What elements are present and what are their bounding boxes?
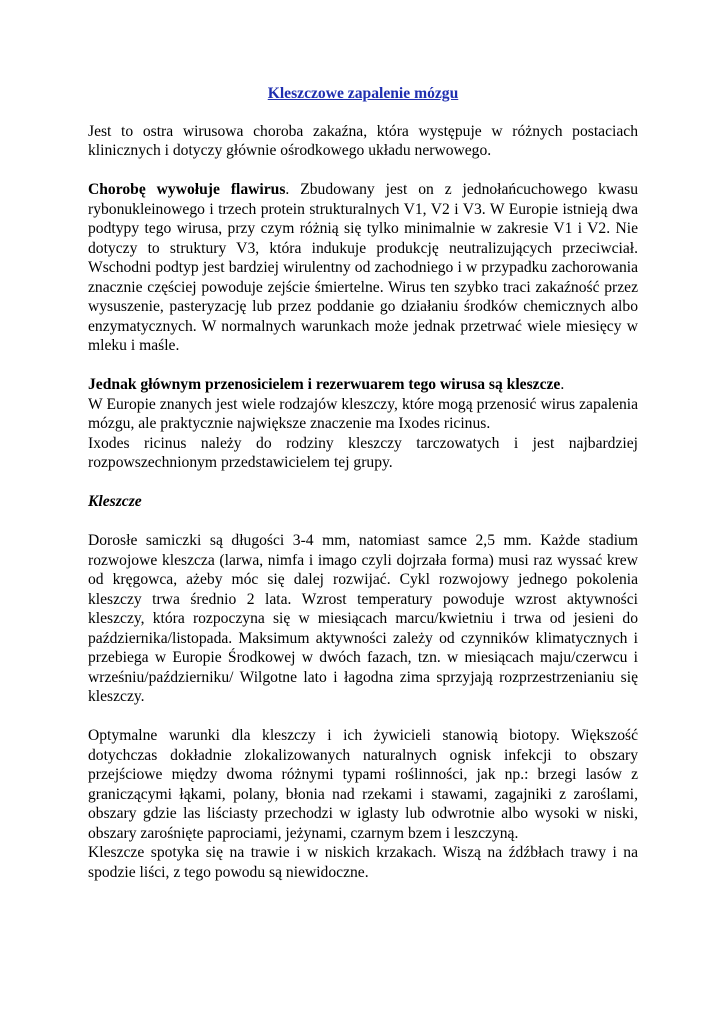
spacer <box>88 356 638 376</box>
carrier-paragraph <box>88 375 638 395</box>
spacer <box>88 161 638 181</box>
spacer <box>88 707 638 727</box>
carrier-period: . <box>560 376 565 393</box>
cause-text: . Zbudowany jest on z jednołańcuchowego kwasu rybonukleinowego i trzech protein strukturalnych V1, V2 i V3. W Europie istnieją dwa podtypy tego wirusa, przy czym różnią się tylko minimalnie w zakresie V1 i V2. Nie dotyczy to struktury V3, która indukuje produkcję neutralizujących przeciwciał. Wschodni podtyp jest bardziej wirulentny od zachodniego i w przypadku zachorowania znacznie częściej powoduje zejście śmiertelne. Wirus ten szybko traci zakaźność przez wysuszenie, pasteryzację lub przez poddanie go działaniu środków chemicznych albo enzymatycznych. W normalnych warunkach może jednak przetrwać wiele miesięcy w mleku i maśle. <box>88 181 638 354</box>
document-page <box>88 84 638 882</box>
ticks-paragraph-1: Dorosłe samiczki są długości 3-4 mm, natomiast samce 2,5 mm. Każde stadium rozwojowe kleszcza (larwa, nimfa i imago czyli dojrzała forma) musi raz wyssać krew od kręgowca, ażeby móc się dalej rozwijać. Cykl rozwojowy jednego pokolenia kleszczy trwa średnio 2 lata. Wzrost temperatury powoduje wzrost aktywności kleszczy, która rozpoczyna się w miesiącach marcu/kwietniu i trwa od jesieni do października/listopada. Maksimum aktywności zależy od czynników klimatycznych i przebiega w Europie Środkowej w dwóch fazach, tzn. w miesiącach maju/czerwcu i wrześniu/październiku/ Wilgotne lato i łagodna zima sprzyjają rozprzestrzenianiu się kleszczy. <box>88 532 638 705</box>
page-title: Kleszczowe zapalenie mózgu <box>267 85 459 102</box>
intro-paragraph: Jest to ostra wirusowa choroba zakaźna, która występuje w różnych postaciach klinicznych i dotyczy głównie ośrodkowego układu nerwowego. <box>88 122 638 159</box>
cause-bold-lead: Chorobę wywołuje flawirus <box>88 181 286 198</box>
cause-paragraph <box>88 180 638 356</box>
spacer <box>88 473 638 493</box>
carrier-line-2: W Europie znanych jest wiele rodzajów kleszczy, które mogą przenosić wirus zapalenia mózgu, ale praktycznie największe znaczenie ma Ixodes ricinus. <box>88 395 638 432</box>
section-heading: Kleszcze <box>88 493 142 510</box>
carrier-line-3: Ixodes ricinus należy do rodziny kleszczy tarczowatych i jest najbardziej rozpowszechnionym przedstawicielem tej grupy. <box>88 434 638 471</box>
carrier-bold-lead: Jednak głównym przenosicielem i rezerwuarem tego wirusa są kleszcze <box>88 376 561 393</box>
spacer <box>88 512 638 532</box>
ticks-paragraph-2: Optymalne warunki dla kleszczy i ich żywicieli stanowią biotopy. Większość dotychczas dokładnie zlokalizowanych naturalnych ognisk infekcji to obszary przejściowe między dwoma różnymi typami roślinności, jak np.: brzegi lasów z graniczącymi łąkami, polany, błonia nad rzekami i stawami, zagajniki z zaroślami, obszary gdzie las liściasty przechodzi w iglasty lub odwrotnie albo wysoki w niski, obszary zarośnięte paprociami, jeżynami, czarnym bzem i leszczyną. <box>88 727 638 842</box>
ticks-paragraph-3: Kleszcze spotyka się na trawie i w niskich krzakach. Wiszą na źdźbłach trawy i na spodzie liści, z tego powodu są niewidoczne. <box>88 844 638 881</box>
